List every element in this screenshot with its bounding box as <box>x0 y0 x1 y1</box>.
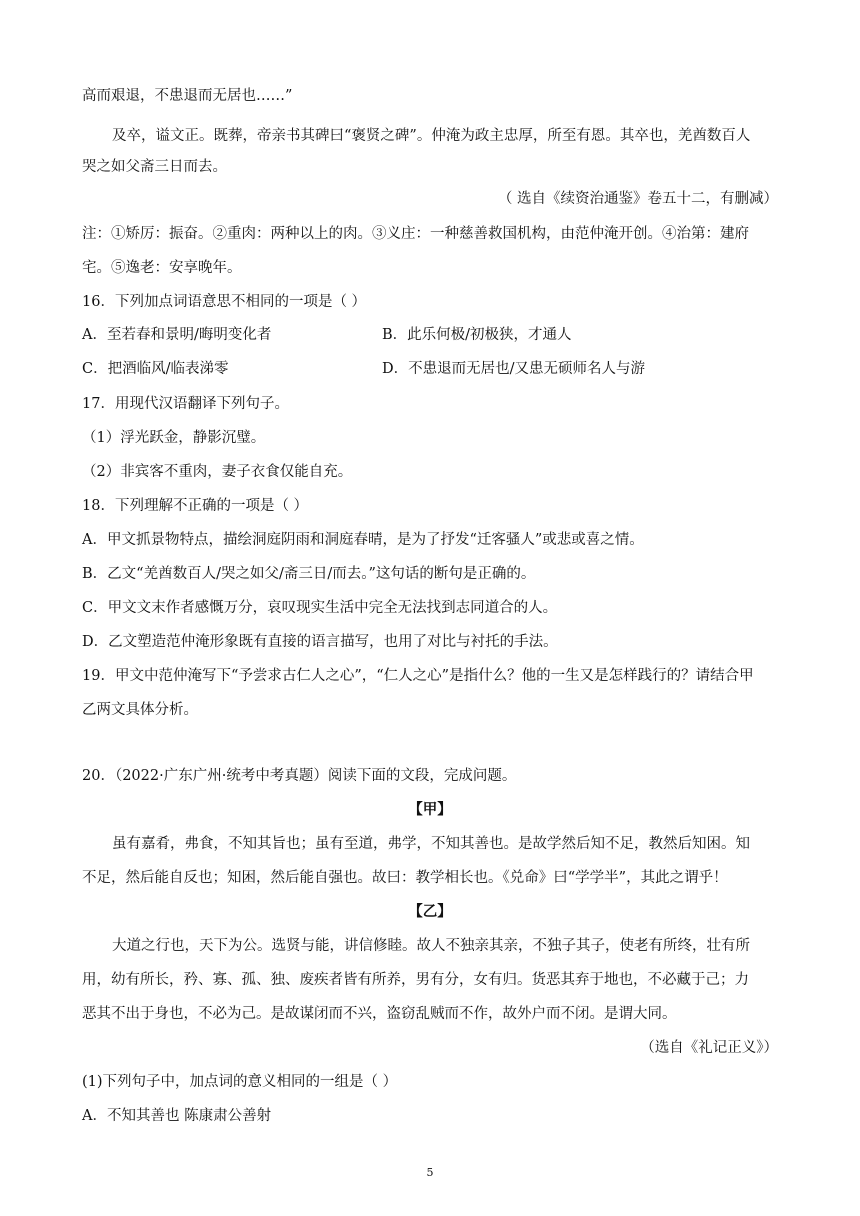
option-18b: B．乙文“羌酋数百人/哭之如父/斋三日/而去。”这句话的断句是正确的。 <box>82 566 536 582</box>
section-jia-heading: 【甲】 <box>408 801 452 818</box>
jia-text-line: 不足，然后能自反也；知困，然后能自强也。故曰：教学相长也。《兑命》曰“学学半”，其此之谓乎！ <box>82 870 728 886</box>
source-citation: （选自《礼记正义》） <box>640 1040 778 1056</box>
question-18: 18．下列理解不正确的一项是（ ） <box>82 498 309 514</box>
question-17: 17．用现代汉语翻译下列句子。 <box>82 396 289 412</box>
option-16a: A．至若春和景明/晦明变化者 <box>82 327 272 343</box>
question-17-2: （2）非宾客不重肉，妻子衣食仅能自充。 <box>82 464 353 480</box>
option-16d: D．不患退而无居也/又患无硕师名人与游 <box>382 361 646 377</box>
option-16b: B．此乐何极/初极狭，才通人 <box>382 327 572 343</box>
question-19: 19．甲文中范仲淹写下“予尝求古仁人之心”，“仁人之心”是指什么？他的一生又是怎样践行的？请结合甲 <box>82 668 754 684</box>
option-18a: A．甲文抓景物特点，描绘洞庭阴雨和洞庭春晴，是为了抒发“迁客骚人”或悲或喜之情。 <box>82 532 644 548</box>
option-20-1a: A．不知其善也 陈康肃公善射 <box>82 1108 272 1124</box>
option-16c: C．把酒临风/临表涕零 <box>82 361 229 377</box>
question-17-1: （1）浮光跃金，静影沉璧。 <box>82 430 266 446</box>
note-line: 宅。⑤逸老：安享晚年。 <box>82 260 242 276</box>
page-number: 5 <box>426 1166 434 1179</box>
yi-text-line: 大道之行也，天下为公。选贤与能，讲信修睦。故人不独亲其亲，不独子其子，使老有所终，壮有所 <box>112 938 750 954</box>
text-line: 哭之如父斋三日而去。 <box>82 159 227 175</box>
question-20-1: (1)下列句子中，加点词的意义相同的一组是（ ） <box>82 1074 398 1090</box>
option-18c: C．甲文文末作者感慨万分，哀叹现实生活中完全无法找到志同道合的人。 <box>82 600 558 616</box>
section-yi-heading: 【乙】 <box>408 903 452 920</box>
yi-text-line: 恶其不出于身也，不必为己。是故谋闭而不兴，盗窃乱贼而不作，故外户而不闭。是谓大同。 <box>82 1006 677 1022</box>
question-19-cont: 乙两文具体分析。 <box>82 702 198 718</box>
yi-text-line: 用，幼有所长，矜、寡、孤、独、废疾者皆有所养，男有分，女有归。货恶其弃于地也，不必藏于己；力 <box>82 972 749 988</box>
source-citation: （ 选自《续资治通鉴》卷五十二，有删减） <box>497 191 778 207</box>
question-16: 16．下列加点词语意思不相同的一项是（ ） <box>82 294 367 310</box>
note-line: 注：①矫厉：振奋。②重肉：两种以上的肉。③义庄：一种慈善救国机构，由范仲淹开创。④治第：建府 <box>82 226 749 242</box>
jia-text-line: 虽有嘉肴，弗食，不知其旨也；虽有至道，弗学，不知其善也。是故学然后知不足，教然后知困。知 <box>112 836 750 852</box>
option-18d: D．乙文塑造范仲淹形象既有直接的语言描写，也用了对比与衬托的手法。 <box>82 634 558 650</box>
question-20: 20．（2022·广东广州·统考中考真题）阅读下面的文段，完成问题。 <box>82 768 517 784</box>
text-line: 及卒，谥文正。既葬，帝亲书其碑曰“褒贤之碑”。仲淹为政主忠厚，所至有恩。其卒也，羌酋数百人 <box>112 128 751 144</box>
text-line: 高而艰退，不患退而无居也……” <box>82 88 293 104</box>
